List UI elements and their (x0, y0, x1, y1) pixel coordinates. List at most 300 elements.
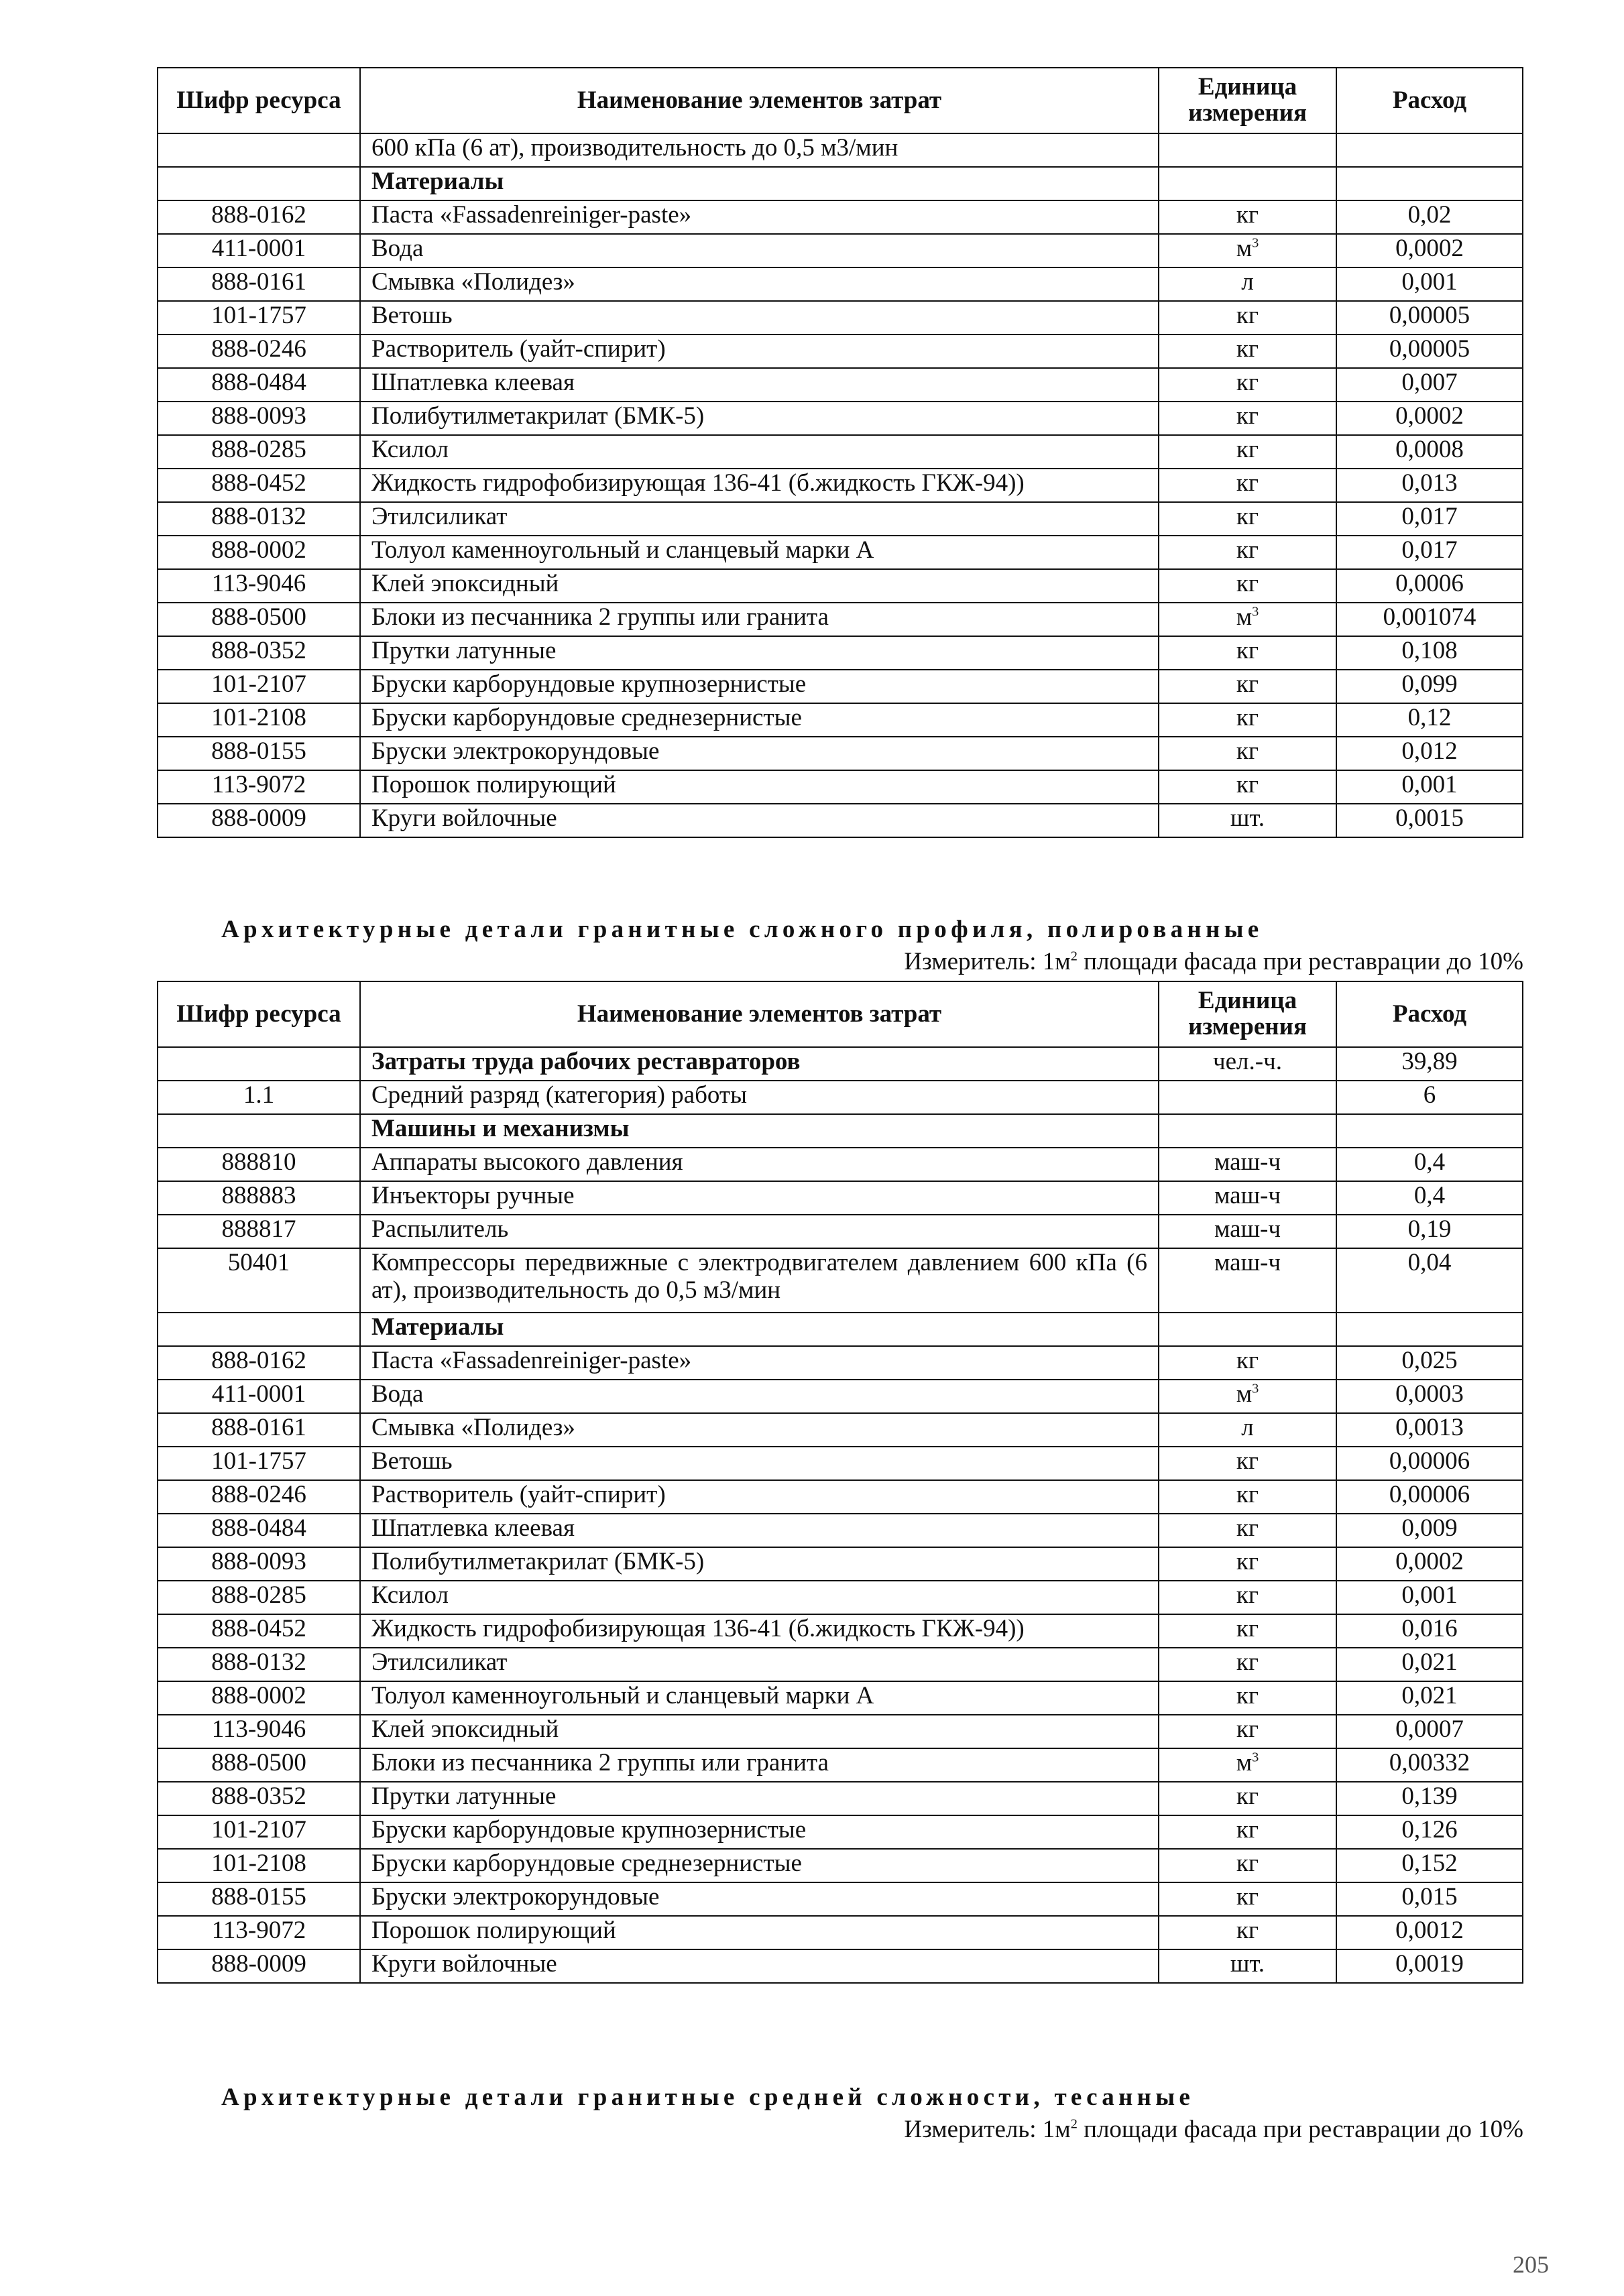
cell-unit (1159, 703, 1336, 737)
cell-qty: 0,0015 (1336, 804, 1523, 837)
cell-qty: 0,4 (1336, 1181, 1523, 1215)
cell-name: Прутки латунные (360, 636, 1159, 670)
cell-name: Инъекторы ручные (360, 1181, 1159, 1215)
unit-text: кг (1236, 1615, 1259, 1642)
cell-unit (1159, 1346, 1336, 1380)
cell-unit (1159, 670, 1336, 703)
table-row (158, 133, 1523, 167)
unit-exponent: 3 (1252, 1381, 1259, 1396)
measure-suffix: площади фасада при реставрации до 10% (1077, 2116, 1523, 2143)
cell-name: Машины и механизмы (360, 1114, 1159, 1148)
unit-text: л (1241, 268, 1254, 296)
unit-text: шт. (1230, 804, 1265, 832)
unit-text: маш-ч (1214, 1215, 1281, 1243)
unit-exponent: 3 (1252, 235, 1259, 251)
cell-qty: 0,0002 (1336, 402, 1523, 435)
cell-name: Прутки латунные (360, 1782, 1159, 1815)
cell-code: 888-0009 (158, 804, 360, 837)
cell-name: 600 кПа (6 ат), производительность до 0,5 м3/мин (360, 133, 1159, 167)
unit-text: кг (1236, 503, 1259, 530)
cell-code: 888-0352 (158, 1782, 360, 1815)
measure-line-polished (904, 947, 1523, 976)
cell-code: 888-0093 (158, 402, 360, 435)
unit-text: кг (1236, 1447, 1259, 1475)
cell-code: 888-0161 (158, 1413, 360, 1447)
cell-name: Толуол каменноугольный и сланцевый марки А (360, 536, 1159, 569)
cell-unit (1159, 1715, 1336, 1748)
cell-name: Растворитель (уайт-спирит) (360, 1480, 1159, 1514)
cell-qty: 0,152 (1336, 1849, 1523, 1882)
table-row (158, 1782, 1523, 1815)
table-row (158, 1413, 1523, 1447)
cell-unit (1159, 200, 1336, 234)
cell-name: Компрессоры передвижные с электродвигателем давлением 600 кПа (6 ат), производительность до 0,5 м3/мин (360, 1248, 1159, 1313)
cell-qty: 39,89 (1336, 1047, 1523, 1081)
cell-unit (1159, 804, 1336, 837)
cell-code: 888-0002 (158, 536, 360, 569)
unit-text: кг (1236, 1548, 1259, 1575)
resource-table-2 (157, 981, 1523, 1984)
cell-name: Паста «Fassadenreiniger-paste» (360, 200, 1159, 234)
table-row (158, 1447, 1523, 1480)
cell-unit (1159, 335, 1336, 368)
table-row (158, 770, 1523, 804)
cell-code: 411-0001 (158, 1380, 360, 1413)
table-row (158, 1346, 1523, 1380)
table-row (158, 1748, 1523, 1782)
cell-name: Этилсиликат (360, 502, 1159, 536)
resource-table-1 (157, 67, 1523, 838)
table-row (158, 703, 1523, 737)
measure-prefix: Измеритель: 1м (904, 2116, 1071, 2143)
cell-name: Бруски электрокорундовые (360, 737, 1159, 770)
cell-name: Порошок полирующий (360, 1916, 1159, 1949)
cell-qty: 0,016 (1336, 1614, 1523, 1648)
cell-qty: 0,0012 (1336, 1916, 1523, 1949)
cell-unit (1159, 1916, 1336, 1949)
cell-name: Растворитель (уайт-спирит) (360, 335, 1159, 368)
cell-name: Этилсиликат (360, 1648, 1159, 1681)
measure-line-hewn (904, 2115, 1523, 2144)
table-row (158, 1547, 1523, 1581)
unit-text: кг (1236, 369, 1259, 396)
cell-unit (1159, 1949, 1336, 1983)
table-row (158, 1882, 1523, 1916)
table-row (158, 502, 1523, 536)
cell-qty: 0,00006 (1336, 1447, 1523, 1480)
table-header-row (158, 981, 1523, 1047)
cell-unit (1159, 1148, 1336, 1181)
cell-qty: 0,001 (1336, 267, 1523, 301)
cell-code: 888-0155 (158, 1882, 360, 1916)
cell-qty: 0,00332 (1336, 1748, 1523, 1782)
cell-name: Средний разряд (категория) работы (360, 1081, 1159, 1114)
cell-name: Жидкость гидрофобизирующая 136-41 (б.жидкость ГКЖ-94)) (360, 469, 1159, 502)
table-row (158, 1215, 1523, 1248)
cell-qty: 0,017 (1336, 502, 1523, 536)
unit-text: кг (1236, 1816, 1259, 1844)
cell-code (158, 1313, 360, 1346)
cell-unit (1159, 267, 1336, 301)
cell-name: Блоки из песчанника 2 группы или гранита (360, 603, 1159, 636)
cell-unit (1159, 1882, 1336, 1916)
unit-text: кг (1236, 1648, 1259, 1676)
cell-code: 888-0009 (158, 1949, 360, 1983)
cell-name: Затраты труда рабочих реставраторов (360, 1047, 1159, 1081)
table-row (158, 536, 1523, 569)
cell-qty (1336, 1114, 1523, 1148)
cell-name: Круги войлочные (360, 804, 1159, 837)
measure-prefix: Измеритель: 1м (904, 948, 1071, 975)
cell-qty: 0,025 (1336, 1346, 1523, 1380)
table-row (158, 1614, 1523, 1648)
cell-name: Аппараты высокого давления (360, 1148, 1159, 1181)
header-unit: Единица измерения (1159, 981, 1336, 1047)
cell-qty: 0,00006 (1336, 1480, 1523, 1514)
cell-code: 888-0162 (158, 1346, 360, 1380)
header-unit: Единица измерения (1159, 68, 1336, 133)
cell-unit (1159, 1313, 1336, 1346)
cell-name: Ветошь (360, 1447, 1159, 1480)
unit-text: кг (1236, 1917, 1259, 1944)
cell-code: 113-9046 (158, 569, 360, 603)
cell-code (158, 167, 360, 200)
table-row (158, 435, 1523, 469)
cell-code: 101-2108 (158, 703, 360, 737)
cell-code: 411-0001 (158, 234, 360, 267)
cell-code: 101-2108 (158, 1849, 360, 1882)
measure-suffix: площади фасада при реставрации до 10% (1077, 948, 1523, 975)
cell-qty: 0,021 (1336, 1681, 1523, 1715)
unit-text: кг (1236, 1514, 1259, 1542)
cell-name: Ксилол (360, 435, 1159, 469)
cell-unit (1159, 301, 1336, 335)
table-row (158, 1849, 1523, 1882)
unit-text: кг (1236, 536, 1259, 564)
table-row (158, 1081, 1523, 1114)
cell-qty: 0,009 (1336, 1514, 1523, 1547)
table-row (158, 1581, 1523, 1614)
cell-qty: 0,12 (1336, 703, 1523, 737)
cell-code: 101-2107 (158, 670, 360, 703)
cell-qty: 0,0002 (1336, 234, 1523, 267)
cell-qty: 0,001074 (1336, 603, 1523, 636)
table-row (158, 1248, 1523, 1313)
cell-name: Бруски карборундовые крупнозернистые (360, 670, 1159, 703)
cell-name: Клей эпоксидный (360, 569, 1159, 603)
cell-name: Бруски карборундовые среднезернистые (360, 703, 1159, 737)
cell-qty: 0,012 (1336, 737, 1523, 770)
cell-name: Полибутилметакрилат (БМК-5) (360, 1547, 1159, 1581)
table-row (158, 402, 1523, 435)
cell-unit (1159, 167, 1336, 200)
cell-qty: 0,015 (1336, 1882, 1523, 1916)
cell-unit (1159, 1447, 1336, 1480)
cell-code: 888883 (158, 1181, 360, 1215)
cell-qty: 0,013 (1336, 469, 1523, 502)
table-row (158, 1681, 1523, 1715)
cell-qty: 0,0007 (1336, 1715, 1523, 1748)
unit-text: кг (1236, 737, 1259, 765)
cell-name: Бруски карборундовые крупнозернистые (360, 1815, 1159, 1849)
cell-qty: 0,0002 (1336, 1547, 1523, 1581)
cell-unit (1159, 1581, 1336, 1614)
cell-code: 888-0132 (158, 502, 360, 536)
cell-code: 888-0161 (158, 267, 360, 301)
cell-unit (1159, 234, 1336, 267)
cell-unit (1159, 1114, 1336, 1148)
table-row (158, 1148, 1523, 1181)
cell-unit (1159, 636, 1336, 670)
unit-text: чел.-ч. (1213, 1048, 1282, 1075)
unit-text: кг (1236, 637, 1259, 664)
cell-name: Смывка «Полидез» (360, 1413, 1159, 1447)
table-row (158, 1715, 1523, 1748)
unit-exponent: 3 (1252, 604, 1259, 619)
cell-qty: 0,001 (1336, 770, 1523, 804)
cell-name: Шпатлевка клеевая (360, 368, 1159, 402)
cell-code: 888-0162 (158, 200, 360, 234)
header-qty: Расход (1336, 68, 1523, 133)
unit-text: м (1236, 603, 1253, 631)
unit-text: л (1241, 1414, 1254, 1441)
cell-code: 888-0500 (158, 603, 360, 636)
table-row (158, 670, 1523, 703)
cell-qty: 0,04 (1336, 1248, 1523, 1313)
cell-name: Вода (360, 1380, 1159, 1413)
cell-code: 888-0452 (158, 1614, 360, 1648)
unit-text: маш-ч (1214, 1249, 1281, 1276)
cell-code: 1.1 (158, 1081, 360, 1114)
unit-text: кг (1236, 302, 1259, 329)
table-row (158, 1514, 1523, 1547)
cell-code: 888-0132 (158, 1648, 360, 1681)
cell-code: 888-0246 (158, 1480, 360, 1514)
cell-unit (1159, 1547, 1336, 1581)
cell-qty: 0,0013 (1336, 1413, 1523, 1447)
cell-qty: 0,0008 (1336, 435, 1523, 469)
cell-unit (1159, 1815, 1336, 1849)
unit-text: м (1236, 235, 1253, 262)
cell-code: 888-0452 (158, 469, 360, 502)
cell-unit (1159, 1413, 1336, 1447)
cell-code (158, 133, 360, 167)
table-row (158, 1480, 1523, 1514)
cell-qty: 0,139 (1336, 1782, 1523, 1815)
table-row (158, 1916, 1523, 1949)
unit-text: кг (1236, 1715, 1259, 1743)
table-row (158, 1648, 1523, 1681)
cell-qty: 0,19 (1336, 1215, 1523, 1248)
unit-exponent: 3 (1252, 1750, 1259, 1765)
cell-qty (1336, 1313, 1523, 1346)
page-number: 205 (1513, 2251, 1549, 2278)
table-row (158, 1181, 1523, 1215)
table-row (158, 200, 1523, 234)
cell-qty: 0,00005 (1336, 335, 1523, 368)
cell-unit (1159, 1215, 1336, 1248)
cell-unit (1159, 737, 1336, 770)
cell-unit (1159, 402, 1336, 435)
unit-text: кг (1236, 436, 1259, 463)
unit-text: кг (1236, 1581, 1259, 1609)
cell-name: Распылитель (360, 1215, 1159, 1248)
measure-sup: 2 (1070, 949, 1078, 964)
cell-unit (1159, 1681, 1336, 1715)
cell-name: Клей эпоксидный (360, 1715, 1159, 1748)
cell-qty: 0,0003 (1336, 1380, 1523, 1413)
cell-unit (1159, 1648, 1336, 1681)
cell-name: Толуол каменноугольный и сланцевый марки А (360, 1681, 1159, 1715)
table-row (158, 804, 1523, 837)
unit-text: кг (1236, 1783, 1259, 1810)
unit-text: кг (1236, 670, 1259, 698)
section-row (158, 1047, 1523, 1081)
cell-code: 888810 (158, 1148, 360, 1181)
cell-qty (1336, 133, 1523, 167)
section-row (158, 167, 1523, 200)
cell-code (158, 1047, 360, 1081)
cell-name: Ксилол (360, 1581, 1159, 1614)
table-row (158, 469, 1523, 502)
cell-name: Жидкость гидрофобизирующая 136-41 (б.жидкость ГКЖ-94)) (360, 1614, 1159, 1648)
unit-text: кг (1236, 469, 1259, 497)
unit-text: маш-ч (1214, 1148, 1281, 1176)
cell-name: Шпатлевка клеевая (360, 1514, 1159, 1547)
cell-unit (1159, 133, 1336, 167)
cell-unit (1159, 1380, 1336, 1413)
cell-name: Паста «Fassadenreiniger-paste» (360, 1346, 1159, 1380)
unit-text: кг (1236, 335, 1259, 363)
unit-text: м (1236, 1380, 1253, 1408)
cell-code: 888817 (158, 1215, 360, 1248)
cell-unit (1159, 469, 1336, 502)
unit-text: кг (1236, 201, 1259, 229)
header-qty: Расход (1336, 981, 1523, 1047)
table-row (158, 301, 1523, 335)
table-row (158, 569, 1523, 603)
cell-name: Вода (360, 234, 1159, 267)
cell-qty: 0,099 (1336, 670, 1523, 703)
section-title-polished: Архитектурные детали гранитные сложного профиля, полированные (221, 916, 1263, 943)
cell-qty: 0,02 (1336, 200, 1523, 234)
unit-text: шт. (1230, 1950, 1265, 1978)
unit-text: кг (1236, 1682, 1259, 1709)
cell-code: 888-0500 (158, 1748, 360, 1782)
unit-text: маш-ч (1214, 1182, 1281, 1209)
cell-unit (1159, 1748, 1336, 1782)
cell-code: 113-9046 (158, 1715, 360, 1748)
cell-code: 101-1757 (158, 301, 360, 335)
header-name: Наименование элементов затрат (360, 981, 1159, 1047)
cell-name: Смывка «Полидез» (360, 267, 1159, 301)
table-row (158, 603, 1523, 636)
cell-unit (1159, 770, 1336, 804)
header-name: Наименование элементов затрат (360, 68, 1159, 133)
cell-qty: 6 (1336, 1081, 1523, 1114)
cell-qty (1336, 167, 1523, 200)
cell-unit (1159, 502, 1336, 536)
unit-text: кг (1236, 771, 1259, 798)
unit-text: кг (1236, 1850, 1259, 1877)
measure-sup: 2 (1070, 2116, 1078, 2132)
section-row (158, 1313, 1523, 1346)
section-title-hewn: Архитектурные детали гранитные средней сложности, тесанные (221, 2083, 1195, 2111)
table-row (158, 267, 1523, 301)
cell-code: 888-0246 (158, 335, 360, 368)
unit-text: кг (1236, 1347, 1259, 1374)
cell-qty: 0,017 (1336, 536, 1523, 569)
cell-qty: 0,007 (1336, 368, 1523, 402)
unit-text: м (1236, 1749, 1253, 1776)
cell-code: 101-2107 (158, 1815, 360, 1849)
header-code: Шифр ресурса (158, 68, 360, 133)
cell-name: Материалы (360, 167, 1159, 200)
cell-unit (1159, 1514, 1336, 1547)
unit-text: кг (1236, 1883, 1259, 1911)
cell-code: 50401 (158, 1248, 360, 1313)
cell-code: 888-0352 (158, 636, 360, 670)
table-row (158, 636, 1523, 670)
cell-code: 888-0285 (158, 435, 360, 469)
cell-unit (1159, 1782, 1336, 1815)
cell-unit (1159, 536, 1336, 569)
section-row (158, 1114, 1523, 1148)
cell-code: 888-0093 (158, 1547, 360, 1581)
cell-unit (1159, 1480, 1336, 1514)
unit-text: кг (1236, 402, 1259, 430)
cell-name: Материалы (360, 1313, 1159, 1346)
cell-name: Бруски карборундовые среднезернистые (360, 1849, 1159, 1882)
cell-code: 888-0484 (158, 368, 360, 402)
table-row (158, 234, 1523, 267)
cell-qty: 0,001 (1336, 1581, 1523, 1614)
cell-unit (1159, 368, 1336, 402)
table-row (158, 1949, 1523, 1983)
cell-code: 888-0002 (158, 1681, 360, 1715)
cell-code: 888-0484 (158, 1514, 360, 1547)
cell-code: 113-9072 (158, 1916, 360, 1949)
unit-text: кг (1236, 704, 1259, 731)
cell-qty: 0,126 (1336, 1815, 1523, 1849)
table-row (158, 737, 1523, 770)
cell-qty: 0,0019 (1336, 1949, 1523, 1983)
table-header-row (158, 68, 1523, 133)
cell-qty: 0,0006 (1336, 569, 1523, 603)
cell-name: Круги войлочные (360, 1949, 1159, 1983)
cell-code: 113-9072 (158, 770, 360, 804)
unit-text: кг (1236, 1481, 1259, 1508)
cell-unit (1159, 1849, 1336, 1882)
table-row (158, 1380, 1523, 1413)
cell-qty: 0,00005 (1336, 301, 1523, 335)
cell-name: Порошок полирующий (360, 770, 1159, 804)
cell-code: 101-1757 (158, 1447, 360, 1480)
cell-unit (1159, 1047, 1336, 1081)
cell-code: 888-0285 (158, 1581, 360, 1614)
cell-qty: 0,108 (1336, 636, 1523, 670)
cell-unit (1159, 1081, 1336, 1114)
cell-code: 888-0155 (158, 737, 360, 770)
cell-qty: 0,021 (1336, 1648, 1523, 1681)
cell-name: Бруски электрокорундовые (360, 1882, 1159, 1916)
unit-text: кг (1236, 570, 1259, 597)
table-row (158, 1815, 1523, 1849)
header-code: Шифр ресурса (158, 981, 360, 1047)
table-row (158, 335, 1523, 368)
cell-unit (1159, 1248, 1336, 1313)
cell-unit (1159, 569, 1336, 603)
